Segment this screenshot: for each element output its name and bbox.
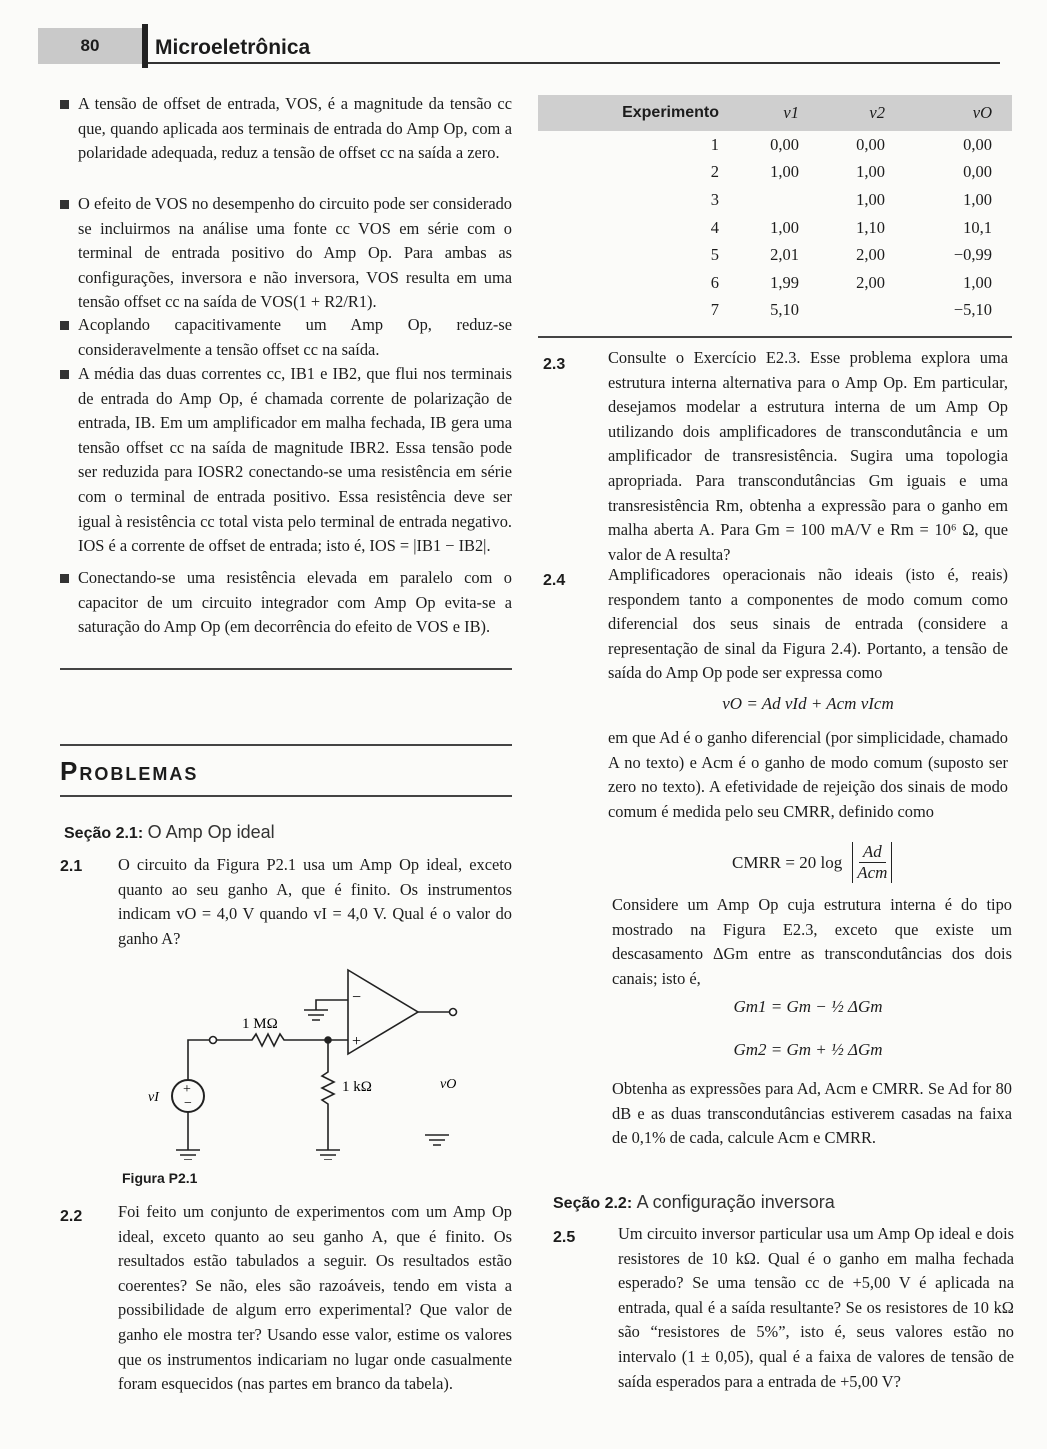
bullet-icon [60,200,69,209]
table-row [538,159,1012,187]
page-number: 80 [38,28,142,64]
table-cell: 0,00 [963,134,992,154]
table-cell: 2 [710,162,719,182]
table-cell: 2,01 [770,245,799,265]
summary-bullet [60,362,512,559]
ground-icon [316,1150,340,1160]
table-cell: 1,00 [963,272,992,292]
header-rule [148,62,1000,64]
experiment-table [538,95,1012,324]
bullet-icon [60,370,69,379]
numerator: Ad [859,842,886,863]
table-cell: 1,00 [963,189,992,209]
wire [316,1000,348,1010]
bullet-text: A média das duas correntes cc, IB1 e IB2, que flui nos terminais de entrada do Amp Op, é chamada corrente de polarização de entrada, IB. Em um amplificador em malha fechada, IB gera uma tensão offset cc na saída de magnitude IBR2. Essa tensão pode ser reduzida para IOSR2 conectando-se uma resistência em série com o terminal de entrada positivo. Essa resistência deve ser igual à resistência cc total vista pelo terminal de entrada negativo. IOS é a corrente de offset de entrada; isto é, IOS = |IB1 − IB2|. [78,364,512,556]
equation-output: vO = Ad vId + Acm vIcm [722,694,894,713]
problem-number: 2.2 [60,1208,83,1225]
section-label: Seção 2.2: [553,1195,633,1212]
summary-bullet [60,566,512,640]
problem-text: Amplificadores operacionais não ideais (isto é, reais) respondem tanto a componentes de modo comum como diferencial dos seus sinais de entrada (considere a representação de sinal da Figura 2.4). Portanto, a tensão de saída do Amp Op pode ser expressa como [608,565,1008,683]
bullet-text: O efeito de VOS no desempenho do circuito pode ser considerado se incluirmos na análise uma fonte cc VOS em série com o terminal de entrada positivo do Amp Op. Para ambas as configurações, inversora e não inversora, VOS resulta em uma tensão offset cc na saída de VOS(1 + R2/R1). [78,194,512,312]
section-label: Seção 2.1: [64,825,144,842]
problem-text: O circuito da Figura P2.1 usa um Amp Op ideal, exceto quanto ao seu ganho A, que é finito. Os instrumentos indicam vO = 4,0 V quando vI = 4,0 V. Qual é o valor do ganho A? [118,855,512,948]
circuit-diagram [140,960,480,1160]
table-cell: 1,00 [856,162,885,182]
summary-bullet [60,92,512,166]
table-cell [729,186,815,214]
bullet-icon [60,574,69,583]
equation-gm2: Gm2 = Gm + ½ ΔGm [733,1040,883,1059]
equation-gm1: Gm1 = Gm − ½ ΔGm [733,997,883,1016]
divider [60,744,512,746]
table-cell: 3 [710,189,719,209]
table-cell: 1,00 [770,217,799,237]
column-header: v2 [869,103,885,122]
table-cell: 6 [710,272,719,292]
problem-text: Considere um Amp Op cuja estrutura interna é do tipo mostrado na Figura E2.3, exceto que existe um descasamento ΔGm entre as transcondutâncias dos dois canais; isto é, [612,895,1012,988]
problem-number: 2.3 [543,356,566,373]
table-header-row [538,95,1012,131]
bullet-icon [60,100,69,109]
bullet-text: A tensão de offset de entrada, VOS, é a magnitude da tensão cc que, quando aplicada aos terminais de entrada do Amp Op, com a polaridade adequada, reduz a tensão de offset cc na saída a zero. [78,94,512,163]
wire [188,1040,210,1080]
problem-text: Foi feito um conjunto de experimentos com um Amp Op ideal, exceto quanto ao seu ganho A, que é finito. Os resultados estão tabulados a seguir. Os resultados estão coerentes? Se não, eles são razoáveis, tendo em vista a possibilidade de algum erro experimental? Que valor de ganho ele mostra ter? Usando esse valor, estime os valores que os instrumentos indicariam no lugar onde casualmente foram esquecidos (nas partes em branco da tabela). [118,1202,512,1394]
resistor-1k [322,1040,334,1150]
problem-text: em que Ad é o ganho diferencial (por simplicidade, chamado A no texto) e Acm é o ganho de modo comum (suposto ser zero no texto). A efetividade de rejeição dos sinais de modo comum é medida pelo seu CMRR, definido como [608,728,1008,821]
table-cell: 1,10 [856,217,885,237]
section-heading [64,822,275,843]
vo-label: vO [440,1077,457,1092]
opamp-plus: + [352,1033,362,1050]
cmrr-lhs: CMRR = 20 log [732,852,843,872]
r1-label: 1 MΩ [242,1016,278,1032]
table-bottom-rule [538,336,1012,338]
table-cell: 1,99 [770,272,799,292]
section-heading [553,1192,835,1213]
table-cell: 4 [710,217,719,237]
abs-fraction [852,842,892,883]
table-cell: 5,10 [770,300,799,320]
table-cell: 0,00 [770,134,799,154]
running-title: Microeletrônica [155,36,311,59]
table-cell: 1,00 [856,189,885,209]
table-row [538,131,1012,159]
ground-icon [176,1150,200,1160]
table-cell: 0,00 [856,134,885,154]
opamp-minus: − [352,989,362,1006]
section-title: A configuração inversora [636,1192,835,1212]
bullet-icon [60,321,69,330]
equation-cmrr [732,842,892,883]
problem-text: Consulte o Exercício E2.3. Esse problema explora uma estrutura interna alternativa para o Amp Op. Em particular, desejamos modelar a estrutura interna de um Amp Op utilizando dois amplificadores de transcondutância e um amplificador de transresistência. Sugira uma topologia apropriada. Para transcondutâncias Gm iguais e uma transresistência Rm, obtenha a expressão para o ganho em malha aberta A. Para Gm = 100 mA/V e Rm = 10⁶ Ω, que valor de A resulta? [608,348,1008,564]
table-cell: 7 [710,300,719,320]
table-cell: −0,99 [953,245,992,265]
table-row [538,186,1012,214]
problem-text: Obtenha as expressões para Ad, Acm e CMRR. Se Ad for 80 dB e as duas transcondutâncias estiverem casadas na faixa de 0,1% de cada, calcule Acm e CMRR. [612,1079,1012,1148]
vi-label: vI [148,1090,159,1105]
output-terminal [450,1009,457,1016]
table-row [538,241,1012,269]
figure-caption: Figura P2.1 [122,1170,198,1186]
table-cell: 10,1 [963,217,992,237]
table-row [538,297,1012,325]
source-minus: − [184,1096,192,1111]
column-header: v1 [783,103,799,122]
table-cell: 1,00 [770,162,799,182]
table-cell: 0,00 [963,162,992,182]
problem-number: 2.4 [543,572,566,589]
divider [60,795,512,797]
r2-label: 1 kΩ [342,1079,372,1095]
column-header: Experimento [622,104,719,121]
bullet-text: Acoplando capacitivamente um Amp Op, reduz-se consideravelmente a tensão offset cc na saída. [78,315,512,359]
source-plus: + [183,1082,191,1097]
divider [60,668,512,670]
table-cell: 2,00 [856,245,885,265]
input-terminal [210,1037,217,1044]
table-cell [815,297,901,325]
resistor-1M [216,1034,328,1046]
ground-icon [425,1135,449,1145]
section-title: O Amp Op ideal [147,822,275,842]
problems-heading: Problemas [60,756,199,786]
problem-number: 2.1 [60,858,83,875]
summary-bullet [60,192,512,315]
denominator: Acm [857,863,888,882]
problem-number: 2.5 [553,1229,576,1246]
table-cell: 2,00 [856,272,885,292]
table-row [538,269,1012,297]
table-cell: −5,10 [953,300,992,320]
bullet-text: Conectando-se uma resistência elevada em paralelo com o capacitor de um circuito integrador com Amp Op evita-se a saturação do Amp Op (em decorrência do efeito de VOS e IB). [78,568,512,637]
table-row [538,214,1012,242]
column-header: vO [972,103,992,122]
problem-text: Um circuito inversor particular usa um Amp Op ideal e dois resistores de 10 kΩ. Qual é o ganho em malha fechada esperado? Se uma tensão cc de +5,00 V é aplicada na entrada, qual é a saída resultante? Se os resistores de 10 kΩ são “resistores de 5%”, isto é, seus valores estão no intervalo (1 ± 0,05), qual é a faixa de valores de tensão de saída esperados para a entrada de +5,00 V? [618,1224,1014,1391]
ground-icon [304,1010,328,1020]
summary-bullet [60,313,512,362]
table-cell: 5 [710,245,719,265]
table-cell: 1 [710,134,719,154]
